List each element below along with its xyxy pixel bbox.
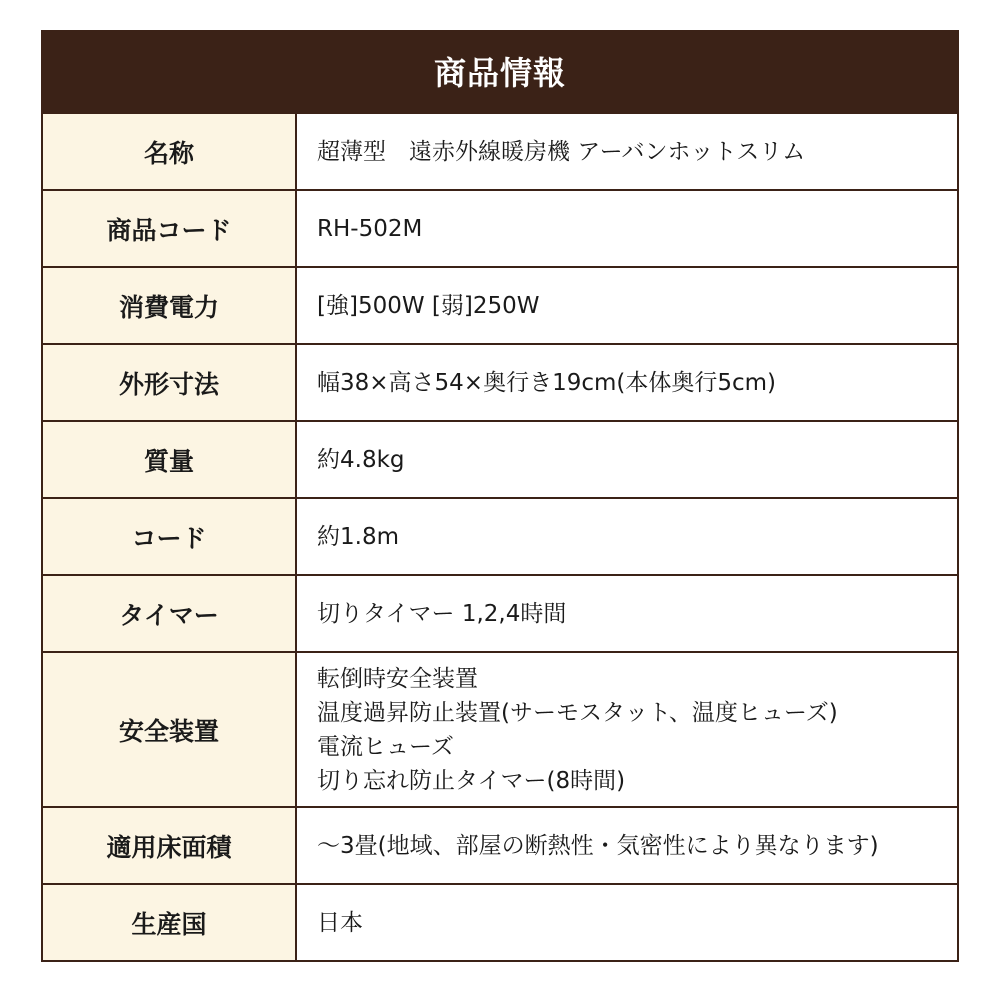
spec-value-text: 切りタイマー 1,2,4時間	[317, 600, 567, 627]
spec-value	[297, 114, 957, 189]
spec-row-cord	[43, 497, 957, 574]
spec-value-line: 転倒時安全装置	[317, 665, 478, 692]
spec-value	[297, 422, 957, 497]
spec-value	[297, 345, 957, 420]
spec-value-text: ～3畳(地域、部屋の断熱性・気密性により異なります)	[317, 832, 879, 859]
spec-label: 消費電力	[43, 268, 297, 343]
spec-label: コード	[43, 499, 297, 574]
spec-row-weight	[43, 420, 957, 497]
spec-label: 生産国	[43, 885, 297, 960]
spec-value	[297, 191, 957, 266]
spec-value	[297, 268, 957, 343]
spec-value-text: RH-502M	[317, 215, 423, 242]
spec-value	[297, 808, 957, 883]
spec-row-power	[43, 266, 957, 343]
spec-value-text: 超薄型 遠赤外線暖房機 アーバンホットスリム	[317, 138, 806, 165]
spec-label: タイマー	[43, 576, 297, 651]
spec-value-line: 温度過昇防止装置(サーモスタット、温度ヒューズ)	[317, 699, 838, 726]
spec-label: 名称	[43, 114, 297, 189]
spec-row-product-code	[43, 189, 957, 266]
spec-value-line: 電流ヒューズ	[317, 733, 454, 760]
product-info-table	[41, 30, 959, 962]
spec-row-origin	[43, 883, 957, 960]
spec-label: 外形寸法	[43, 345, 297, 420]
spec-row-safety	[43, 651, 957, 806]
spec-value	[297, 653, 957, 806]
spec-value-text: 日本	[317, 909, 363, 936]
spec-value-line: 切り忘れ防止タイマー(8時間)	[317, 767, 626, 794]
spec-value	[297, 576, 957, 651]
spec-row-floor-area	[43, 806, 957, 883]
spec-label: 商品コード	[43, 191, 297, 266]
spec-value-text: [強]500W [弱]250W	[317, 292, 540, 319]
spec-label: 適用床面積	[43, 808, 297, 883]
spec-row-dimensions	[43, 343, 957, 420]
spec-label: 質量	[43, 422, 297, 497]
spec-value	[297, 499, 957, 574]
spec-label: 安全装置	[43, 653, 297, 806]
spec-row-name	[43, 112, 957, 189]
spec-value-text: 約1.8m	[317, 523, 399, 550]
spec-row-timer	[43, 574, 957, 651]
spec-value	[297, 885, 957, 960]
table-title: 商品情報	[43, 30, 957, 112]
spec-value-text: 幅38×高さ54×奥行き19cm(本体奥行5cm)	[317, 369, 777, 396]
spec-value-text: 約4.8kg	[317, 446, 405, 473]
